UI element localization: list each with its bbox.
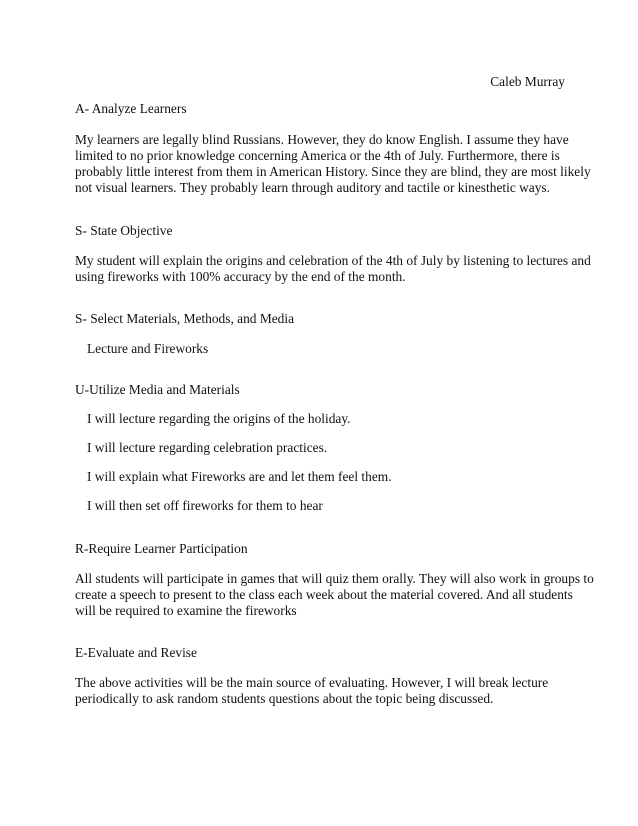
- paragraph-line: My learners are legally blind Russians. However, they do know English. I assume they have: [75, 132, 569, 147]
- paragraph-line: limited to no prior knowledge concerning America or the 4th of July. Furthermore, there is: [75, 148, 560, 163]
- paragraph-line: periodically to ask random students questions about the topic being discussed.: [75, 691, 494, 706]
- author-name: Caleb Murray: [490, 74, 565, 89]
- list-item: Lecture and Fireworks: [87, 341, 209, 356]
- paragraph-line: probably little interest from them in American History. Since they are blind, they are most likely: [75, 164, 591, 179]
- paragraph-line: My student will explain the origins and celebration of the 4th of July by listening to lectures and: [75, 253, 591, 268]
- heading-utilize-media: U-Utilize Media and Materials: [75, 382, 240, 397]
- paragraph-line: All students will participate in games that will quiz them orally. They will also work in groups to: [75, 571, 594, 586]
- paragraph-line: The above activities will be the main source of evaluating. However, I will break lecture: [75, 675, 549, 690]
- heading-select-materials: S- Select Materials, Methods, and Media: [75, 311, 295, 326]
- list-item: I will then set off fireworks for them to hear: [87, 498, 323, 513]
- paragraph-line: will be required to examine the fireworks: [75, 603, 297, 618]
- heading-analyze-learners: A- Analyze Learners: [75, 101, 187, 116]
- paragraph-line: create a speech to present to the class each week about the material covered. And all students: [75, 587, 573, 602]
- paragraph-line: using fireworks with 100% accuracy by the end of the month.: [75, 269, 406, 284]
- paragraph-line: not visual learners. They probably learn through auditory and tactile or kinesthetic ways.: [75, 180, 550, 195]
- list-item: I will explain what Fireworks are and let them feel them.: [87, 469, 392, 484]
- heading-state-objective: S- State Objective: [75, 223, 173, 238]
- heading-require-participation: R-Require Learner Participation: [75, 541, 248, 556]
- list-item: I will lecture regarding celebration practices.: [87, 440, 328, 455]
- heading-evaluate-revise: E-Evaluate and Revise: [75, 645, 197, 660]
- list-item: I will lecture regarding the origins of the holiday.: [87, 411, 351, 426]
